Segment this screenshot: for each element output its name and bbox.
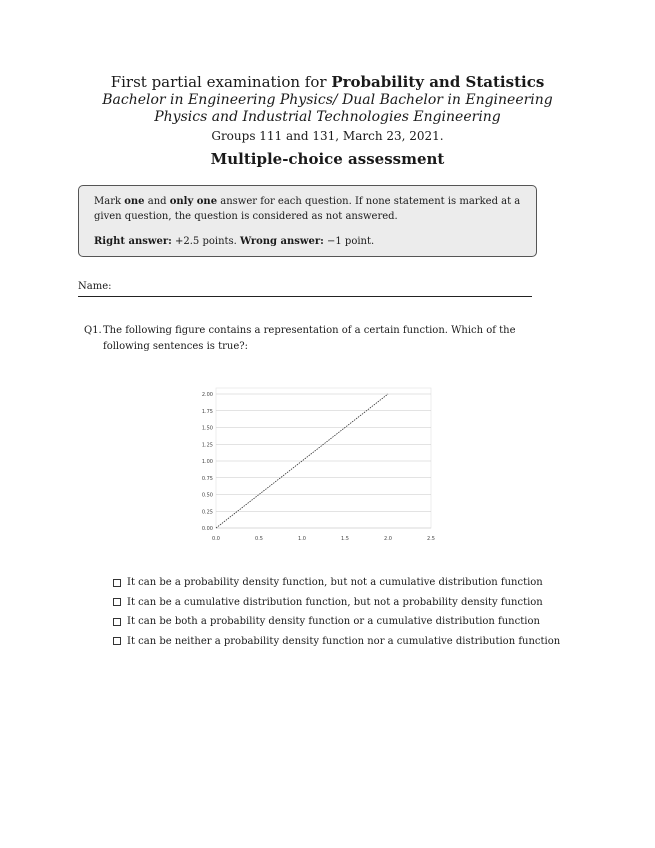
instructions-text (94, 194, 522, 224)
y-tick-label-2: 0.50 (201, 492, 213, 499)
scoring-text (94, 234, 522, 249)
exam-subject: Probability and Statistics (331, 73, 545, 91)
option-a-text: It can be a probability density function, but not a cumulative distribution function (127, 577, 543, 589)
x-tick-label-3: 1.5 (341, 536, 349, 542)
wrong-answer-label: Wrong answer: (240, 236, 324, 247)
degree-line-2: Physics and Industrial Technologies Engineering (154, 109, 501, 125)
y-tick-label-3: 0.75 (201, 475, 213, 482)
name-label: Name: (78, 281, 112, 292)
and-word: and (147, 196, 167, 207)
x-tick-label-4: 2.0 (384, 536, 392, 542)
x-tick-label-0: 0.0 (212, 536, 220, 542)
assessment-title: Multiple-choice assessment (210, 150, 445, 168)
y-tick-label-1: 0.25 (201, 509, 213, 516)
x-tick-label-2: 1.0 (298, 536, 306, 542)
y-tick-label-6: 1.50 (201, 425, 213, 432)
checkbox-option-c[interactable] (113, 618, 121, 626)
option-a[interactable] (113, 573, 560, 593)
right-answer-label: Right answer: (94, 236, 172, 247)
plot-area (216, 388, 431, 528)
option-c[interactable] (113, 612, 560, 632)
checkbox-option-b[interactable] (113, 598, 121, 606)
function-chart (196, 384, 436, 548)
groups-date: Groups 111 and 131, March 23, 2021. (211, 129, 444, 143)
answer-options (113, 573, 560, 651)
question-text: The following figure contains a representation of a certain function. Which of the following sentences is true?: (103, 325, 516, 352)
option-d-text: It can be neither a probability density function nor a cumulative distribution function (127, 635, 561, 647)
only-one-bold: only one (169, 196, 218, 207)
option-c-text: It can be both a probability density function or a cumulative distribution function (127, 616, 540, 628)
question-1 (84, 323, 544, 355)
y-tick-label-8: 2.00 (201, 392, 213, 398)
y-tick-label-7: 1.75 (201, 408, 213, 415)
one-bold: one (124, 196, 145, 207)
exam-title-prefix: First partial examination for (110, 73, 327, 91)
degree-line-1: Bachelor in Engineering Physics/ Dual Bachelor in Engineering (102, 92, 553, 108)
y-tick-label-4: 1.00 (201, 459, 213, 465)
checkbox-option-d[interactable] (113, 637, 121, 645)
option-b-text: It can be a cumulative distribution function, but not a probability density function (127, 596, 543, 608)
x-tick-label-1: 0.5 (255, 536, 263, 542)
option-b[interactable] (113, 593, 560, 613)
y-tick-label-5: 1.25 (201, 442, 213, 449)
wrong-answer-value: −1 point. (327, 236, 375, 247)
exam-header (0, 72, 655, 170)
name-field[interactable] (78, 281, 532, 297)
option-d[interactable] (113, 632, 560, 652)
instructions-box (78, 185, 537, 257)
y-tick-label-0: 0.00 (201, 526, 213, 532)
right-answer-value: +2.5 points. (174, 236, 237, 247)
x-tick-label-5: 2.5 (427, 536, 435, 542)
question-number: Q1. (84, 325, 102, 336)
instructions-rest: answer for each question. If none statement is marked at a given question, the question is considered as not answered. (94, 196, 521, 222)
mark-word: Mark (94, 196, 122, 207)
exam-title (0, 72, 655, 92)
checkbox-option-a[interactable] (113, 579, 121, 587)
